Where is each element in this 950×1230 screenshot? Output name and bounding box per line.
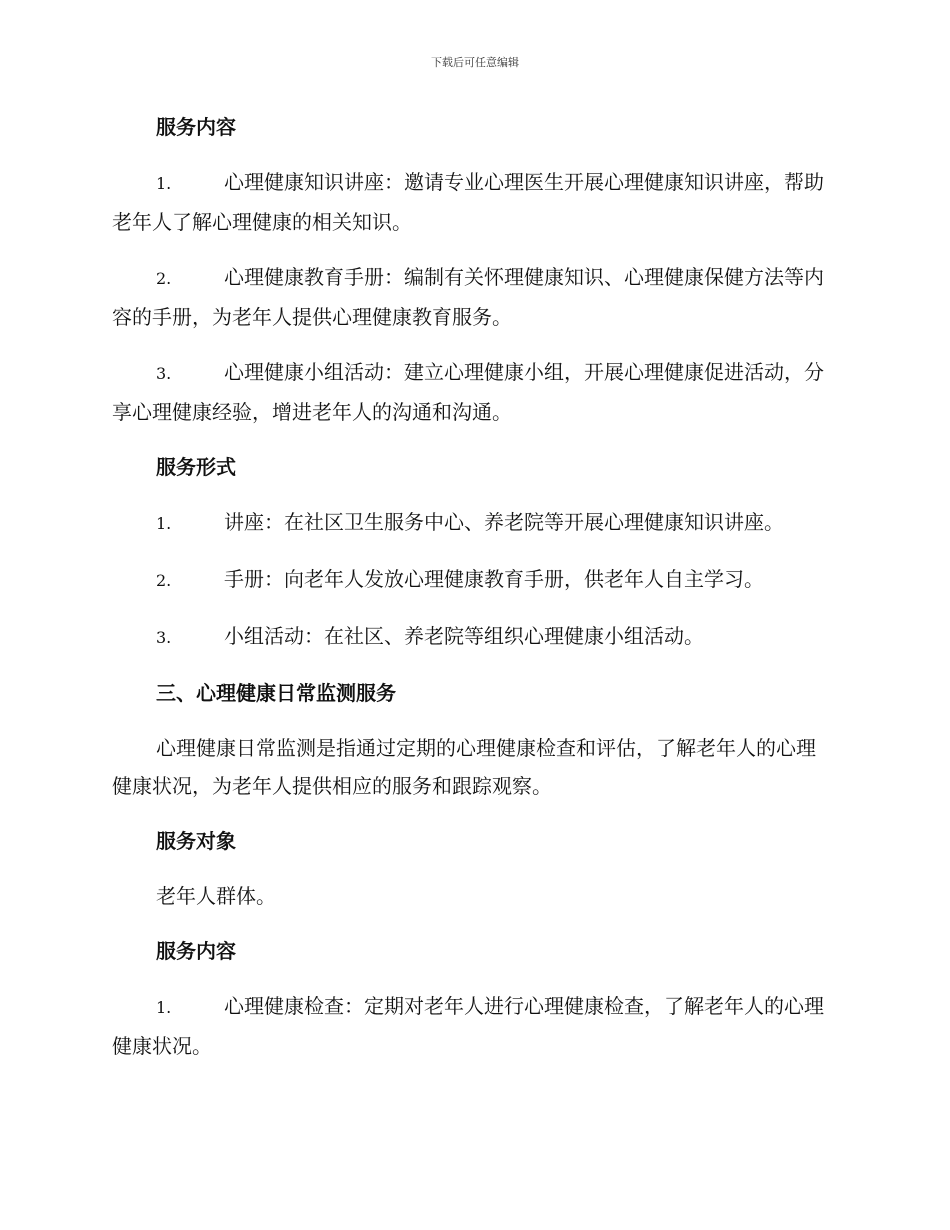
list-item xyxy=(112,987,832,1065)
service-target-text: 老年人群体。 xyxy=(156,884,276,908)
list-item-text: 心理健康教育手册：编制有关怀理健康知识、心理健康保健方法等内容的手册，为老年人提供心理健康教育服务。 xyxy=(112,265,824,329)
section-heading-service-content-2: 服务内容 xyxy=(156,939,236,963)
list-item xyxy=(112,617,832,657)
list-item-text: 心理健康知识讲座：邀请专业心理医生开展心理健康知识讲座，帮助老年人了解心理健康的相关知识。 xyxy=(112,170,824,234)
list-item xyxy=(112,560,832,600)
section-heading-service-content: 服务内容 xyxy=(156,115,236,139)
list-item-number: 3. xyxy=(156,628,172,647)
list-item xyxy=(112,353,832,431)
list-item-text: 心理健康小组活动：建立心理健康小组，开展心理健康促进活动，分享心理健康经验，增进老年人的沟通和沟通。 xyxy=(112,360,824,424)
page-header-note: 下载后可任意编辑 xyxy=(431,56,519,69)
document-body xyxy=(112,108,832,1082)
section-paragraph: 心理健康日常监测是指通过定期的心理健康检查和评估，了解老年人的心理健康状况，为老年人提供相应的服务和跟踪观察。 xyxy=(112,736,816,798)
list-item xyxy=(112,503,832,543)
list-item-number: 2. xyxy=(156,269,172,288)
section-heading-service-form: 服务形式 xyxy=(156,455,236,479)
list-item-number: 3. xyxy=(156,364,172,383)
list-item-text: 心理健康检查：定期对老年人进行心理健康检查，了解老年人的心理健康状况。 xyxy=(112,994,824,1058)
list-item xyxy=(112,258,832,336)
section-heading-daily-monitoring: 三、心理健康日常监测服务 xyxy=(156,681,396,705)
list-item-text: 小组活动：在社区、养老院等组织心理健康小组活动。 xyxy=(224,624,704,648)
list-item-text: 讲座：在社区卫生服务中心、养老院等开展心理健康知识讲座。 xyxy=(224,510,784,534)
list-item-number: 1. xyxy=(156,514,172,533)
list-item-number: 1. xyxy=(156,174,172,193)
section-heading-service-target: 服务对象 xyxy=(156,829,236,853)
list-item-number: 2. xyxy=(156,571,172,590)
list-item-text: 手册：向老年人发放心理健康教育手册，供老年人自主学习。 xyxy=(224,567,764,591)
list-item xyxy=(112,163,832,241)
list-item-number: 1. xyxy=(156,998,172,1017)
